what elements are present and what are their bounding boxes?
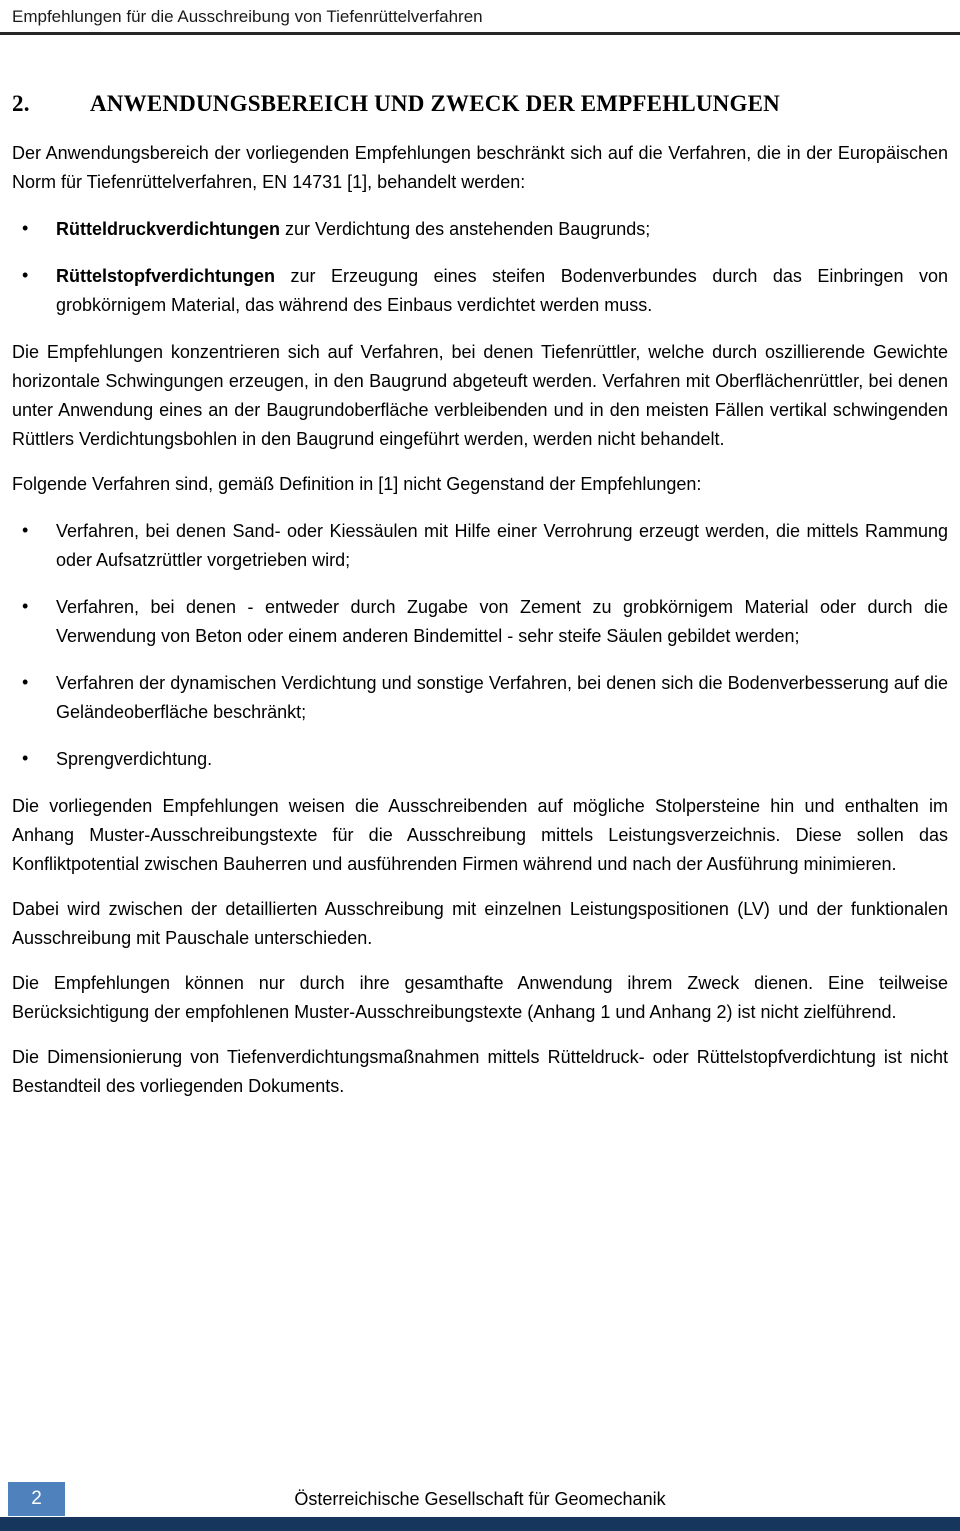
page-header [0, 0, 960, 27]
section-title: ANWENDUNGSBEREICH UND ZWECK DER EMPFEHLUNGEN [90, 91, 780, 116]
section-heading [12, 91, 948, 117]
closing-paragraph: Die Empfehlungen können nur durch ihre gesamthafte Anwendung ihrem Zweck dienen. Eine teilweise Berücksichtigung der empfohlenen Muster-Ausschreibungstexte (Anhang 1 und Anhang 2) ist nicht zielführend. [12, 973, 948, 1022]
list-item: • Verfahren, bei denen Sand- oder Kiessäulen mit Hilfe einer Verrohrung erzeugt werden, die mittels Rammung oder Aufsatzrüttler vorgetrieben wird; [12, 517, 948, 575]
method-term: Rütteldruckverdichtungen [56, 219, 281, 239]
method-term: Rüttelstopfverdichtungen [56, 266, 275, 286]
paragraph-excluded-intro: Folgende Verfahren sind, gemäß Definition in [1] nicht Gegenstand der Empfehlungen: [12, 474, 702, 494]
closing-paragraph: Die Dimensionierung von Tiefenverdichtungsmaßnahmen mittels Rütteldruck- oder Rüttelstopfverdichtung ist nicht Bestandteil des vorliegenden Dokuments. [12, 1047, 948, 1096]
paragraph-intro: Der Anwendungsbereich der vorliegenden Empfehlungen beschränkt sich auf die Verfahren, die in der Europäischen Norm für Tiefenrüttelverfahren, EN 14731 [1], behandelt werden: [12, 143, 948, 192]
method-list [12, 215, 948, 320]
header-rule [0, 32, 960, 35]
list-item: • Sprengverdichtung. [12, 745, 948, 774]
list-item [12, 262, 948, 320]
method-description: zur Verdichtung des anstehenden Baugrunds; [280, 219, 651, 239]
page-number: 2 [31, 1488, 42, 1509]
footer-organization: Österreichische Gesellschaft für Geomechanik [294, 1489, 666, 1509]
method-description: zur Erzeugung eines steifen Bodenverbundes durch das Einbringen von grobkörnigem Material, das während des Einbaus verdichtet werden muss. [56, 266, 948, 315]
closing-paragraph: Dabei wird zwischen der detaillierten Ausschreibung mit einzelnen Leistungspositionen (LV) und der funktionalen Ausschreibung mit Pauschale unterschieden. [12, 899, 948, 948]
list-item: • Verfahren, bei denen - entweder durch Zugabe von Zement zu grobkörnigem Material oder durch die Verwendung von Beton oder einem anderen Bindemittel - sehr steife Säulen gebildet werden; [12, 593, 948, 651]
list-item: • Verfahren der dynamischen Verdichtung und sonstige Verfahren, bei denen sich die Bodenverbesserung auf die Geländeoberfläche beschränkt; [12, 669, 948, 727]
footer-rule [0, 1517, 960, 1531]
section-number: 2. [12, 91, 30, 116]
excluded-list [12, 517, 948, 774]
closing-paragraph: Die vorliegenden Empfehlungen weisen die Ausschreibenden auf mögliche Stolpersteine hin und enthalten im Anhang Muster-Ausschreibungstexte für die Ausschreibung mittels Leistungsverzeichnis. Diese sollen das Konfliktpotential zwischen Bauherren und ausführenden Firmen während und nach der Ausführung minimieren. [12, 796, 948, 874]
running-header-title: Empfehlungen für die Ausschreibung von Tiefenrüttelverfahren [12, 7, 483, 26]
paragraph-focus: Die Empfehlungen konzentrieren sich auf Verfahren, bei denen Tiefenrüttler, welche durch oszillierende Gewichte horizontale Schwingungen erzeugen, in den Baugrund abgeteuft werden. Verfahren mit Oberflächenrüttler, bei denen unter Anwendung eines an der Baugrundoberfläche verbleibenden und in den meisten Fällen vertikal schwingenden Rüttlers Verdichtungsbohlen in den Baugrund eingeführt werden, werden nicht behandelt. [12, 342, 948, 449]
document-body [0, 91, 960, 1101]
list-item [12, 215, 948, 244]
